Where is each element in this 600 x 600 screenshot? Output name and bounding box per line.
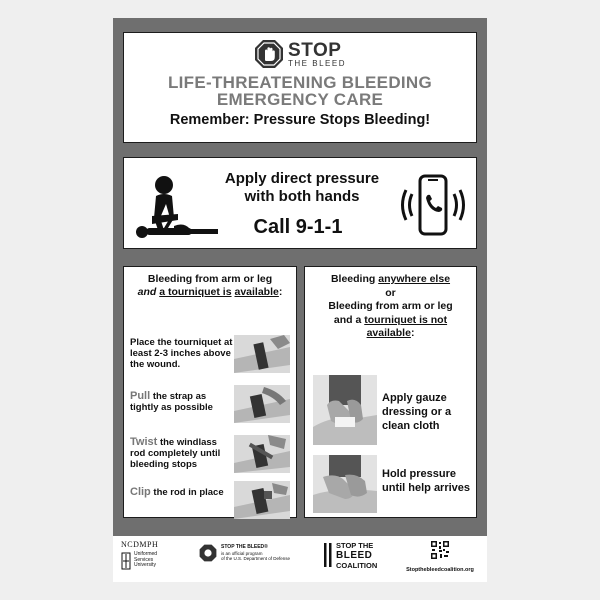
step-text: the strap as tightly as possible <box>130 391 213 413</box>
subtitle: Remember: Pressure Stops Bleeding! <box>169 112 431 128</box>
tourniquet-heading-line1: Bleeding from arm or leg <box>147 273 273 285</box>
tourniquet-heading-and: and <box>137 286 157 298</box>
step-text: the rod in place <box>153 487 224 498</box>
usu-emblem-icon <box>121 552 131 570</box>
coalition-text <box>336 540 377 570</box>
step-keyword: Pull <box>130 390 151 402</box>
pressure-line1: Apply direct pressure <box>224 170 380 187</box>
usu-name <box>134 552 157 570</box>
hold-pressure-image <box>313 455 377 513</box>
tourniquet-twist-image <box>234 435 290 473</box>
title-line1: LIFE-THREATENING BLEEDING <box>167 73 433 92</box>
coalition-bars-icon <box>323 542 333 568</box>
step-text: Place the tourniquet at least 2-3 inches above the wound. <box>130 337 233 370</box>
logo-stop-text: STOP <box>288 39 342 61</box>
dod-line1: STOP THE BLEED® <box>221 544 268 551</box>
heading-bleeding: Bleeding <box>330 273 376 285</box>
heading-line3: Bleeding from arm or leg <box>328 300 453 312</box>
dod-line2: is an official program <box>221 550 263 556</box>
heading-colon: : <box>410 327 415 339</box>
step-keyword: Clip <box>130 486 151 498</box>
heading-available: available <box>366 327 411 339</box>
tourniquet-step-clip <box>130 487 234 498</box>
no-tourniquet-panel <box>304 266 477 518</box>
tourniquet-step-pull <box>130 391 234 413</box>
pressure-instruction <box>214 170 390 206</box>
heading-and: and a <box>333 313 362 326</box>
tourniquet-step-twist <box>130 437 234 470</box>
dod-line3: of the U.S. Department of Defense <box>221 556 291 562</box>
tourniquet-panel <box>123 266 297 518</box>
no-tourniquet-heading <box>309 273 472 341</box>
coalition-line3: COALITION <box>336 561 378 570</box>
poster <box>113 18 487 536</box>
call-911-text: Call 9-1-1 <box>253 216 343 238</box>
tourniquet-heading-tourniquet: a tourniquet is <box>159 286 232 298</box>
website-text: Stopthebleedcoalition.org <box>406 567 474 573</box>
gauze-dressing-image <box>313 375 377 445</box>
heading-tourniquet-not: tourniquet is not <box>364 313 448 326</box>
tourniquet-pull-image <box>234 385 290 423</box>
footer-logos <box>113 536 487 582</box>
coalition-line2: BLEED <box>336 550 373 561</box>
coalition-line1: STOP THE <box>336 541 374 550</box>
pressure-line2: with both hands <box>244 188 360 205</box>
dod-program-logo <box>199 544 309 562</box>
tourniquet-heading-colon: : <box>278 286 283 298</box>
stop-the-bleed-logo <box>124 38 476 70</box>
tourniquet-clip-image <box>234 481 290 519</box>
step-text: the windlass rod completely until bleeding stops <box>130 437 221 470</box>
step-keyword: Twist <box>130 436 158 448</box>
gauze-instruction: Apply gauze dressing or a clean cloth <box>382 392 452 432</box>
tourniquet-place-image <box>234 335 290 373</box>
coalition-website <box>399 540 481 573</box>
hold-pressure-instruction: Hold pressure until help arrives <box>382 468 471 494</box>
heading-or: or <box>385 286 396 299</box>
usu-line3: University <box>134 562 156 568</box>
tourniquet-step-place <box>130 337 234 370</box>
heading-anywhere: anywhere else <box>378 273 451 285</box>
usu-line2: Services <box>134 556 154 563</box>
tourniquet-heading <box>128 273 292 299</box>
coalition-logo <box>323 540 377 570</box>
ncdmph-logo <box>121 540 185 570</box>
dod-text <box>221 544 290 562</box>
stop-octagon-small-icon <box>199 544 217 562</box>
phone-ringing-icon <box>400 172 466 238</box>
header-panel <box>123 32 477 143</box>
qr-code-icon <box>430 540 450 560</box>
logo-bleed-text: THE BLEED <box>288 58 346 68</box>
stop-octagon-icon <box>254 39 284 69</box>
title-line2: EMERGENCY CARE <box>216 90 384 109</box>
pressure-panel <box>123 157 477 249</box>
cpr-person-icon <box>134 174 220 242</box>
usu-line1: Uniformed <box>134 551 158 557</box>
ncdmph-text: NCDMPH <box>121 540 159 549</box>
tourniquet-heading-available: available <box>234 286 279 298</box>
